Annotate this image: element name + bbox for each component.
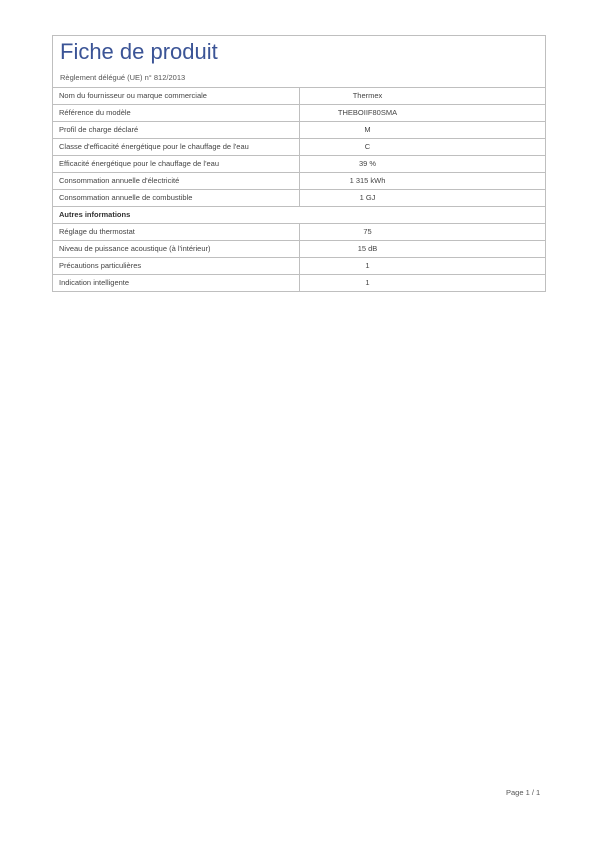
table-row (53, 156, 545, 173)
row-value: 1 315 kWh (300, 173, 546, 190)
spec-table (53, 88, 545, 291)
row-label: Réglage du thermostat (53, 224, 300, 241)
row-value: THEBOIIF80SMA (300, 105, 546, 122)
table-row (53, 190, 545, 207)
row-label: Niveau de puissance acoustique (à l'intérieur) (53, 241, 300, 258)
row-value: M (300, 122, 546, 139)
product-sheet (52, 35, 546, 292)
section-header-row (53, 207, 545, 224)
table-row (53, 122, 545, 139)
page-number: Page 1 / 1 (506, 788, 541, 797)
table-row (53, 139, 545, 156)
row-label: Efficacité énergétique pour le chauffage de l'eau (53, 156, 300, 173)
table-row (53, 241, 545, 258)
row-label: Classe d'efficacité énergétique pour le chauffage de l'eau (53, 139, 300, 156)
table-row (53, 275, 545, 292)
table-row (53, 258, 545, 275)
regulation-reference: Règlement délégué (UE) n° 812/2013 (60, 73, 186, 82)
row-label: Consommation annuelle d'électricité (53, 173, 300, 190)
row-value: 1 (300, 275, 546, 292)
title-block (53, 36, 545, 88)
row-value: C (300, 139, 546, 156)
document-title: Fiche de produit (60, 39, 218, 64)
row-value: 39 % (300, 156, 546, 173)
table-row (53, 173, 545, 190)
row-value: 1 (300, 258, 546, 275)
row-label: Précautions particulières (53, 258, 300, 275)
row-value: 1 GJ (300, 190, 546, 207)
section-title: Autres informations (53, 207, 545, 224)
row-value: 15 dB (300, 241, 546, 258)
row-label: Profil de charge déclaré (53, 122, 300, 139)
row-label: Nom du fournisseur ou marque commerciale (53, 88, 300, 105)
table-row (53, 88, 545, 105)
table-row (53, 105, 545, 122)
row-label: Référence du modèle (53, 105, 300, 122)
row-label: Indication intelligente (53, 275, 300, 292)
row-value: 75 (300, 224, 546, 241)
row-value: Thermex (352, 91, 383, 100)
row-label: Consommation annuelle de combustible (53, 190, 300, 207)
table-row (53, 224, 545, 241)
